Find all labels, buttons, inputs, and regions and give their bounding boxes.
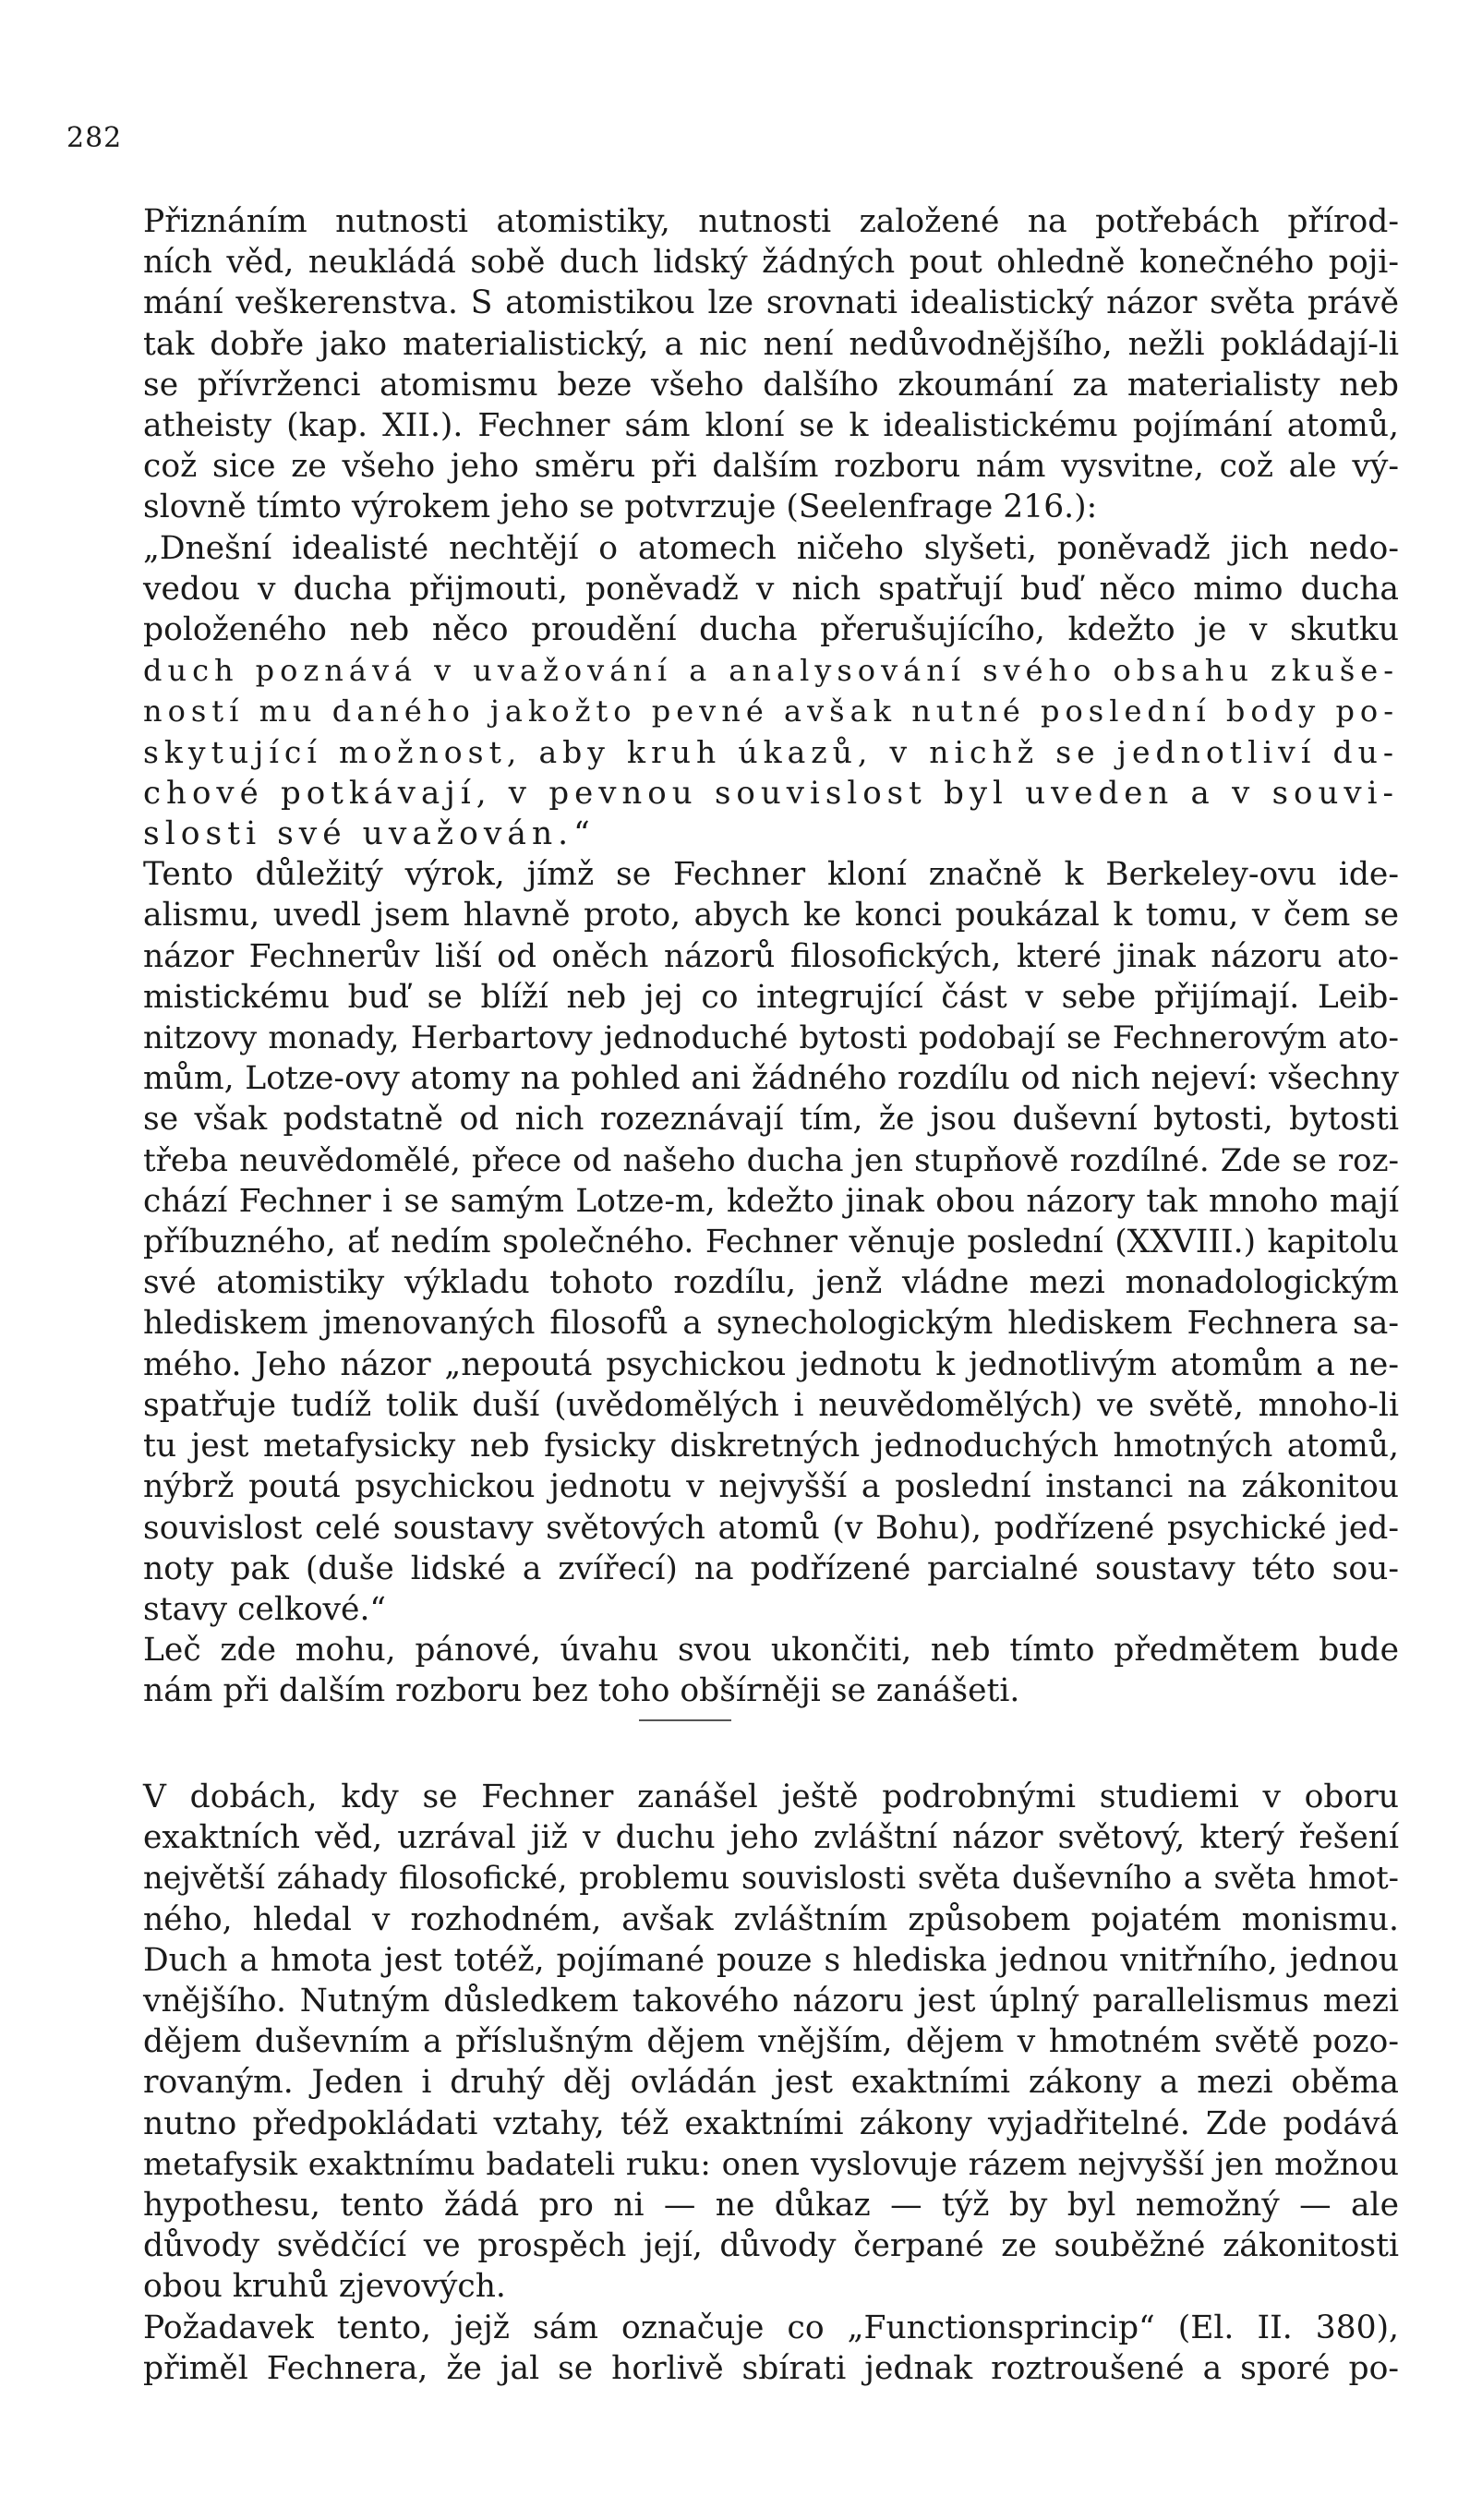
text-line: noty pak (duše lidské a zvířecí) na podřízené parcialné soustavy této sou- [143,1549,1399,1587]
text-line: mého. Jeho názor „nepoutá psychickou jednotu k jednotlivým atomům a ne- [143,1345,1399,1383]
text-line: příbuzného, ať nedím společného. Fechner věnuje poslední (XXVIII.) kapitolu [143,1224,1399,1261]
text-line: své atomistiky výkladu tohoto rozdílu, jenž vládne mezi monadologickým [143,1264,1399,1302]
text-line: „Dnešní idealisté nechtějí o atomech ničeho slyšeti, poněvadž jich nedo- [143,529,1399,567]
section-divider [639,1719,731,1721]
text-line: spatřuje tudíž tolik duší (uvědomělých i neuvědomělých) ve světě, mnoho-li [143,1386,1399,1424]
text-line: alismu, uvedl jsem hlavně proto, abych ke konci poukázal k tomu, v čem se [143,897,1399,934]
text-line: Přiznáním nutnosti atomistiky, nutnosti založené na potřebách přírod- [143,203,1399,240]
text-line: tak dobře jako materialistický, a nic není nedůvodnějšího, nežli pokládají-li [143,325,1399,363]
text-line: Leč zde mohu, pánové, úvahu svou ukončiti, neb tímto předmětem bude [143,1632,1399,1670]
text-line: třeba neuvědomělé, přece od našeho ducha jen stupňově rozdílné. Zde se roz- [143,1141,1399,1179]
text-line: Tento důležitý výrok, jímž se Fechner kloní značně k Berkeley-ovu ide- [143,856,1399,894]
text-line: tu jest metafysicky neb fysicky diskretných jednoduchých hmotných atomů, [143,1428,1399,1465]
text-line: vnějšího. Nutným důsledkem takového názoru jest úplný parallelismus mezi [143,1983,1399,2020]
text-line: se přívrženci atomismu beze všeho dalšího zkoumání za materialisty neb [143,366,1399,404]
text-line: obou kruhů zjevových. [143,2268,506,2306]
text-line: mům, Lotze-ovy atomy na pohled ani žádného rozdílu od nich nejeví: všechny [143,1060,1399,1098]
text-line: se však podstatně od nich rozeznávají tím, že jsou duševní bytosti, bytosti [143,1101,1399,1139]
text-line: ností mu daného jakožto pevné avšak nutné poslední body po- [143,693,1399,729]
text-line: duch poznává v uvažování a analysování svého obsahu zkuše- [143,653,1399,689]
text-line: chází Fechner i se samým Lotze-m, kdežto jinak obou názory tak mnoho mají [143,1182,1399,1220]
text-line: slosti své uvažován.“ [143,815,596,853]
text-line: dějem duševním a příslušným dějem vnějším, dějem v hmotném světě pozo- [143,2023,1399,2061]
text-line: přiměl Fechnera, že jal se horlivě sbírati jednak roztroušené a sporé po- [143,2349,1399,2387]
text-line: ních věd, neukládá sobě duch lidský žádných pout ohledně konečného poji- [143,244,1399,282]
text-line: V dobách, kdy se Fechner zanášel ještě podrobnými studiemi v oboru [143,1778,1399,1815]
text-line: metafysik exaktnímu badateli ruku: onen vyslovuje rázem nejvyšší jen možnou [143,2145,1399,2183]
text-line: názor Fechnerův liší od oněch názorů filosofických, které jinak názoru ato- [143,937,1399,975]
text-line: stavy celkové.“ [143,1590,387,1628]
text-line: skytující možnost, aby kruh úkazů, v nichž se jednotliví du- [143,733,1399,770]
text-line: ného, hledal v rozhodném, avšak zvláštním způsobem pojatém monismu. [143,1900,1399,1938]
text-line: souvislost celé soustavy světových atomů (v Bohu), podřízené psychické jed- [143,1509,1399,1547]
text-line: nýbrž poutá psychickou jednotu v nejvyšší a poslední instanci na zákonitou [143,1468,1399,1506]
text-line: exaktních věd, uzrával již v duchu jeho zvláštní názor světový, který řešení [143,1819,1399,1857]
text-line: což sice ze všeho jeho směru při dalším rozboru nám vysvitne, což ale vý- [143,448,1399,486]
text-line: chové potkávají, v pevnou souvislost byl uveden a v souvi- [143,774,1399,812]
text-line: důvody svědčící ve prospěch její, důvody čerpané ze souběžné zákonitosti [143,2227,1399,2265]
text-line: položeného neb něco proudění ducha přerušujícího, kdežto je v skutku [143,611,1399,649]
text-line: největší záhady filosofické, problemu souvislosti světa duševního a světa hmot- [143,1860,1399,1897]
text-line: atheisty (kap. XII.). Fechner sám kloní se k idealistickému pojímání atomů, [143,407,1399,445]
text-line: hlediskem jmenovaných filosofů a synechologickým hlediskem Fechnera sa- [143,1305,1399,1343]
text-section-2 [143,1777,1399,2389]
text-line: nutno předpokládati vztahy, též exaktními zákony vyjadřitelné. Zde podává [143,2104,1399,2142]
text-line: mistickému buď se blíží neb jej co integrující část v sebe přijímají. Leib- [143,978,1399,1016]
text-line: Požadavek tento, jejž sám označuje co „Functionsprincip“ (El. II. 380), [143,2309,1399,2346]
text-line: slovně tímto výrokem jeho se potvrzuje (Seelenfrage 216.): [143,488,1098,526]
text-line: mání veškerenstva. S atomistikou lze srovnati idealistický názor světa právě [143,284,1399,322]
text-line: vedou v ducha přijmouti, poněvadž v nich spatřují buď něco mimo ducha [143,570,1399,608]
text-line: rovaným. Jeden i druhý děj ovládán jest exaktními zákony a mezi oběma [143,2064,1399,2102]
page-number: 282 [66,122,123,154]
text-section-1 [143,201,1399,1712]
text-line: Duch a hmota jest totéž, pojímané pouze s hlediska jednou vnitřního, jednou [143,1941,1399,1979]
text-line: nám při dalším rozboru bez toho obšírněji se zanášeti. [143,1672,1020,1710]
text-line: nitzovy monady, Herbartovy jednoduché bytosti podobají se Fechnerovým ato- [143,1019,1399,1057]
text-line: hypothesu, tento žádá pro ni — ne důkaz — týž by byl nemožný — ale [143,2187,1399,2225]
